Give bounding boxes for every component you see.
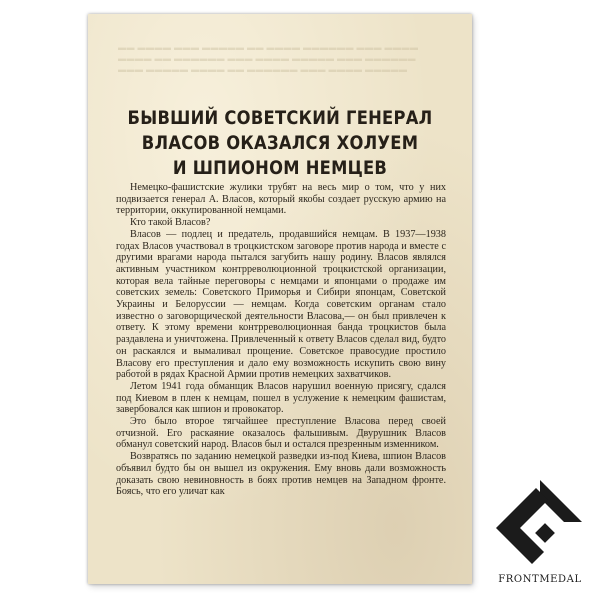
leaflet-headline: [123, 106, 436, 181]
headline-line-3: И ШПИОНОМ НЕМЦЕВ: [172, 157, 388, 179]
paragraph-return: Возвратясь по заданию немецкой разведки из-под Киева, шпион Власов объявил будто бы он вышел из окружения. Ему вновь дали возможность доказать свою невиновность в боях против немцев на Западном фронте. Боясь, что его уличат как: [116, 451, 446, 498]
frontmedal-f-logo-icon: [494, 476, 586, 572]
paragraph-question: Кто такой Власов?: [130, 217, 211, 229]
headline-line-1: БЫВШИЙ СОВЕТСКИЙ ГЕНЕРАЛ: [127, 107, 433, 129]
frontmedal-watermark: [490, 476, 590, 586]
paragraph-1941: Летом 1941 года обманщик Власов нарушил военную присягу, сдался под Киевом в плен к немцам, пошел в услужение к немецким фашистам, завербовался как шпион и провокатор.: [116, 380, 446, 416]
leaflet-paper: [88, 14, 472, 584]
leaflet-body: [116, 182, 446, 498]
paragraph-biography: Власов — подлец и предатель, продавшийся немцам. В 1937—1938 годах Власов участвовал в троцкистском заговоре против народа и вместе с другими врагами народа пытался загубить нашу родину. Власов являлся активным участником контрреволюционной троцкистской организации, которая вела тайные переговоры с немцами и японцами о продаже им советских земель: Советского Приморья и Сибири японцам, Советской Украины и Белоруссии — немцам. Когда советским органам стало известно о заговорщической деятельности Власова,— он был привлечен к ответу. К этому времени контрреволюционная банда троцкистов была раздавлена и уничтожена. Привлеченный к ответу Власов сделал вид, будто он раскаялся и вымаливал прощение. Советское правосудие простило Власову его преступления и дало ему возможность искупить свою вину работой в рядах Красной Армии против немецких захватчиков.: [116, 228, 446, 381]
paragraph-intro: Немецко-фашистские жулики трубят на весь мир о том, что у них подвизается генерал А. Власов, который якобы создает русскую армию на территории, оккупированной немцами.: [116, 182, 446, 217]
headline-line-2: ВЛАСОВ ОКАЗАЛСЯ ХОЛУЕМ: [141, 132, 419, 154]
paragraph-second-crime: Это было второе тягчайшее преступление Власова перед своей отчизной. Его раскаяние оказалось фальшивым. Двурушник Власов обманул советский народ. Власов был и остался презренным изменником.: [116, 416, 446, 451]
brand-text: FRONTMEDAL: [498, 574, 582, 585]
show-through-print: ▬▬ ▬▬▬▬ ▬▬▬ ▬▬▬▬▬ ▬▬ ▬▬▬▬ ▬▬▬▬▬▬ ▬▬▬ ▬▬▬▬ ▬▬▬▬ ▬▬ ▬▬▬▬▬▬ ▬▬▬ ▬▬▬▬ ▬▬▬▬▬ ▬▬▬ ▬▬▬▬▬▬ ▬▬▬ ▬▬▬▬▬ ▬▬▬▬ ▬▬ ▬▬▬▬▬▬ ▬▬▬ ▬▬▬▬ ▬▬▬▬▬: [118, 43, 419, 74]
